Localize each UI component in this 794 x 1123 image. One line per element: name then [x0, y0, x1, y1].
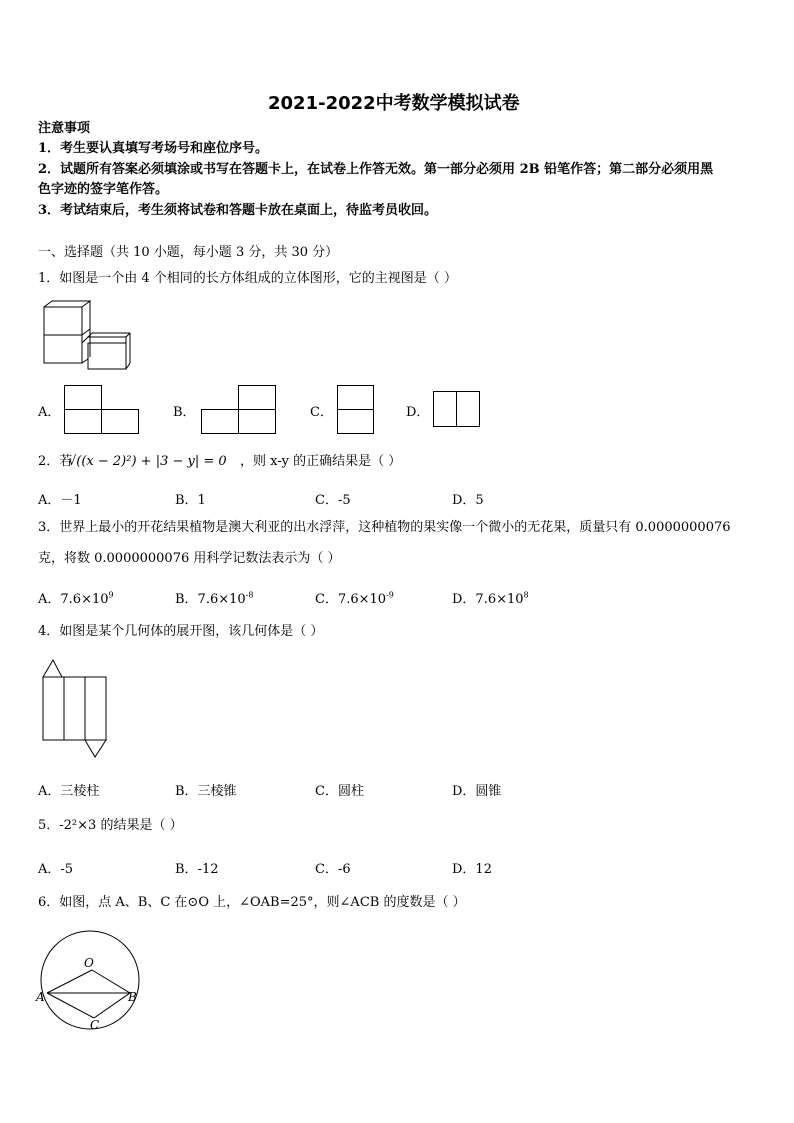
q1-option-d: D． [406, 405, 430, 420]
q4-option-a: A．三棱柱 [38, 784, 100, 799]
q5-option-b: B．-12 [175, 862, 219, 877]
notice-item-2-cont: 色字迹的签字笔作答。 [38, 182, 169, 197]
q2-option-b: B．1 [175, 493, 206, 508]
q1-option-b-figure [201, 385, 277, 435]
q6-circle-figure [36, 928, 144, 1034]
page-title: 2021-2022中考数学模拟试卷 [268, 93, 520, 114]
q4-option-b: B．三棱锥 [175, 784, 237, 799]
q1-option-a: A． [38, 405, 61, 420]
q4-option-c: C．圆柱 [315, 784, 364, 799]
q3-stem-line1: 3．世界上最小的开花结果植物是澳大利亚的出水浮萍，这种植物的果实像一个微小的无花果，质量只有 0.0000000076 [38, 520, 731, 535]
notice-item-1: 1．考生要认真填写考场号和座位序号。 [38, 141, 269, 156]
q6-stem: 6．如图，点 A、B、C 在⊙O 上，∠OAB=25°，则∠ACB 的度数是（ ） [38, 895, 466, 910]
q2-option-d: D．5 [452, 493, 484, 508]
q4-stem: 4．如图是某个几何体的展开图，该几何体是（ ） [38, 624, 324, 639]
q2-suffix: ，则 x-y 的正确结果是（ ） [240, 454, 402, 469]
notice-item-3: 3．考试结束后，考生须将试卷和答题卡放在桌面上，待监考员收回。 [38, 203, 438, 218]
q2-prefix: 2．若 [38, 454, 73, 469]
q5-option-c: C．-6 [315, 862, 351, 877]
q6-label-c: C [90, 1018, 100, 1032]
section-heading: 一、选择题（共 10 小题，每小题 3 分，共 30 分） [38, 245, 339, 260]
notice-heading: 注意事项 [38, 121, 91, 136]
q1-option-a-figure [64, 385, 140, 435]
q1-option-c: C． [310, 405, 333, 420]
q1-stem: 1．如图是一个由 4 个相同的长方体组成的立体图形，它的主视图是（ ） [38, 271, 457, 286]
q3-option-d: D．$7.6\times 10^8$ [452, 590, 529, 607]
q4-net-figure [40, 658, 110, 760]
q3-option-b: B．$7.6\times 10^{-8}$ [175, 590, 254, 607]
q3-option-c: C．$7.6\times 10^{-9}$ [315, 590, 394, 607]
q3-stem-line2: 克，将数 0.0000000076 用科学记数法表示为（ ） [38, 551, 341, 566]
q6-label-b: B [128, 990, 137, 1004]
q1-option-b: B． [173, 405, 196, 420]
q1-option-d-figure [433, 391, 481, 429]
q5-option-a: A．-5 [38, 862, 74, 877]
q5-option-d: D．12 [452, 862, 492, 877]
q6-label-o: O [84, 956, 94, 970]
q3-option-a: A．$7.6\times 10^9$ [38, 590, 114, 607]
q6-label-a: A [36, 990, 45, 1004]
q5-stem: 5．-2²×3 的结果是（ ） [38, 818, 183, 833]
notice-item-2: 2．试题所有答案必须填涂或书写在答题卡上，在试卷上作答无效。第一部分必须用 2B 铅笔作答；第二部分必须用黑 [38, 162, 714, 177]
q2-option-c: C．-5 [315, 493, 351, 508]
q1-solid-figure [40, 303, 132, 371]
q2-option-a: A．－1 [38, 493, 82, 508]
q1-option-c-figure [337, 385, 375, 435]
q4-option-d: D．圆锥 [452, 784, 502, 799]
q2-equation: √((x − 2)²) + |3 − y| = 0 [68, 454, 227, 469]
